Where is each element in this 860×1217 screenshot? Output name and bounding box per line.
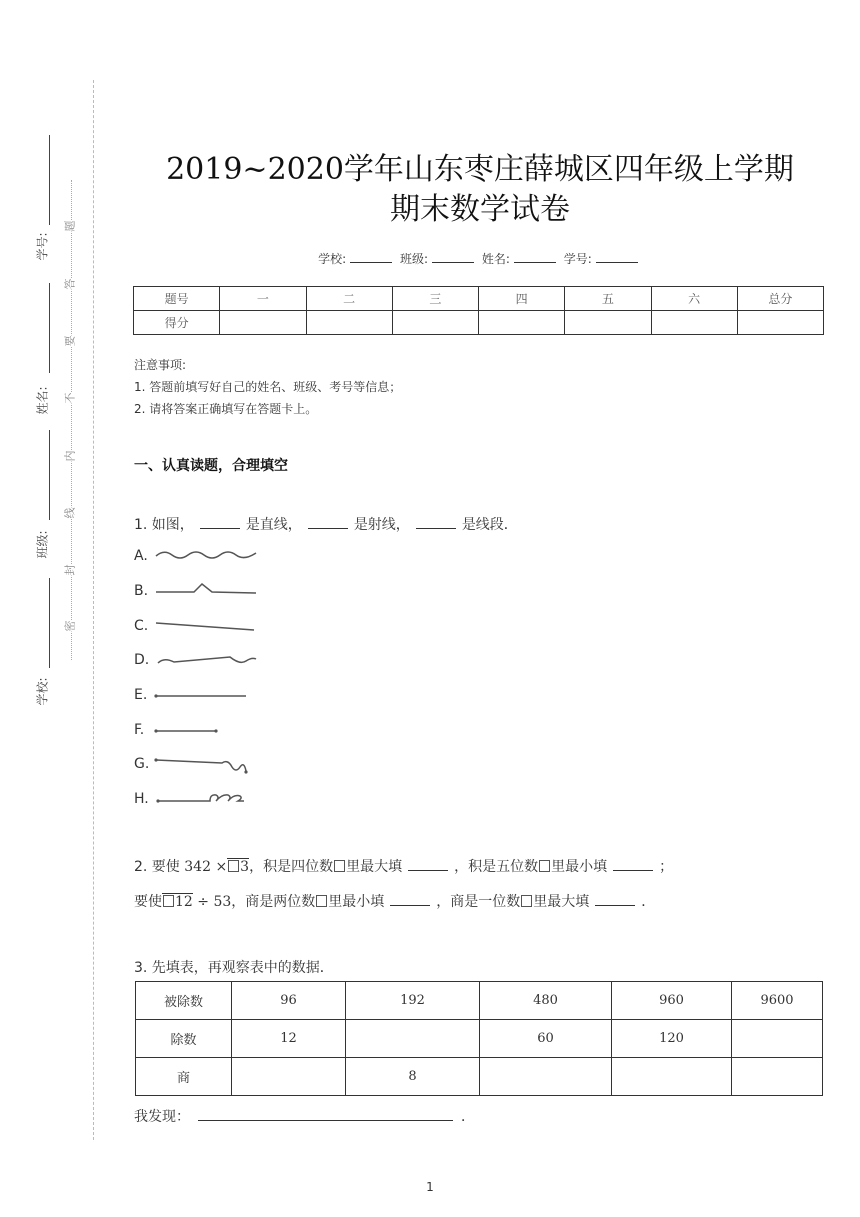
row-label: 除数 (136, 1020, 232, 1058)
q2-text: ，商是两位数 (231, 894, 316, 910)
score-header-cell: 五 (565, 287, 651, 311)
q2-text: ，积是四位数 (249, 859, 334, 875)
option-label: A. (134, 548, 148, 564)
answer-blank[interactable] (595, 893, 635, 906)
table-cell: 120 (612, 1020, 732, 1058)
finding-line (134, 1106, 475, 1126)
q2-expression-c: ÷ 53 (197, 894, 232, 910)
score-row-label: 得分 (134, 311, 220, 335)
figure-g-endpoint (244, 770, 247, 773)
notes-item: 1. 答题前填写好自己的姓名、班级、考号等信息； (134, 380, 402, 394)
seal-dotted-line (71, 180, 73, 660)
blank-box (521, 895, 532, 907)
table-cell-blank[interactable] (346, 1020, 480, 1058)
option-label: D. (134, 652, 150, 668)
q2-text: 里最大填 (533, 894, 590, 910)
figure-g-endpoint (154, 758, 157, 761)
table-cell-blank[interactable] (732, 1020, 823, 1058)
option-label: E. (134, 687, 148, 703)
q2-text: 里最小填 (328, 894, 385, 910)
score-header-row (134, 287, 824, 311)
info-class-label: 班级: (400, 252, 429, 266)
seal-char: 线 (63, 507, 77, 519)
seal-char: 答 (63, 278, 77, 290)
table-cell: 192 (346, 982, 480, 1020)
option-label: F. (134, 722, 145, 738)
q2-text: 里最大填 (346, 859, 403, 875)
notes-title: 注意事项: (134, 358, 187, 372)
school-label: 学校: (35, 677, 50, 706)
division-table (135, 981, 823, 1096)
option-label: G. (134, 756, 150, 772)
seal-char: 封 (63, 564, 77, 576)
info-student-no-label: 学号: (563, 252, 592, 266)
q2-digit: 3 (240, 859, 250, 875)
option-label: H. (134, 791, 149, 807)
finding-answer-blank[interactable] (198, 1108, 453, 1121)
table-cell-blank[interactable] (480, 1058, 612, 1096)
score-header-cell: 二 (306, 287, 392, 311)
row-label: 商 (136, 1058, 232, 1096)
seal-char: 不 (63, 392, 77, 404)
score-header-cell: 一 (220, 287, 306, 311)
question-1 (134, 514, 518, 534)
q2-overline-number (162, 893, 193, 910)
table-cell: 480 (480, 982, 612, 1020)
school-blank[interactable] (49, 578, 50, 668)
figure-d-mixed-line (158, 657, 256, 663)
table-cell: 8 (346, 1058, 480, 1096)
question-2-line2 (134, 891, 655, 911)
question-2-line1 (134, 856, 673, 876)
score-cell[interactable] (737, 311, 823, 335)
info-name-label: 姓名: (481, 252, 510, 266)
score-cell[interactable] (479, 311, 565, 335)
score-header-cell: 四 (479, 287, 565, 311)
table-cell: 96 (232, 982, 346, 1020)
score-header-cell: 六 (651, 287, 737, 311)
table-row (136, 1020, 823, 1058)
table-cell: 12 (232, 1020, 346, 1058)
table-cell-blank[interactable] (612, 1058, 732, 1096)
option-label: C. (134, 618, 149, 634)
answer-blank[interactable] (200, 516, 240, 529)
q2-text: ； (659, 859, 674, 875)
answer-blank[interactable] (390, 893, 430, 906)
q2-text: ． (641, 894, 656, 910)
blank-box (334, 860, 345, 872)
blank-box (539, 860, 550, 872)
class-label: 班级: (35, 530, 50, 559)
score-cell[interactable] (565, 311, 651, 335)
name-blank[interactable] (49, 283, 50, 373)
info-name-blank[interactable] (514, 252, 556, 263)
figure-f-endpoint (154, 729, 157, 732)
score-cell[interactable] (392, 311, 478, 335)
exam-title-line1: 2019~2020学年山东枣庄薛城区四年级上学期 (166, 152, 794, 187)
table-row (136, 1058, 823, 1096)
q1-part1: 是直线， (245, 517, 302, 533)
q2-text: ，商是一位数 (436, 894, 521, 910)
figure-h-endpoint (156, 799, 159, 802)
student-no-blank[interactable] (49, 135, 50, 225)
seal-char: 密 (63, 620, 77, 632)
answer-blank[interactable] (408, 858, 448, 871)
q2-overline-number (227, 858, 249, 875)
score-cell[interactable] (306, 311, 392, 335)
answer-blank[interactable] (613, 858, 653, 871)
figure-g-curl-line (156, 760, 246, 771)
q2-prefix: 要使 (134, 894, 162, 910)
q2-digit: 12 (175, 894, 193, 910)
blank-box (228, 860, 239, 872)
name-label: 姓名: (35, 386, 50, 415)
q2-expression-a: 342 × (184, 859, 228, 875)
line-figures (150, 545, 270, 810)
info-class-blank[interactable] (432, 252, 474, 263)
notes-item: 2. 请将答案正确填写在答题卡上。 (134, 402, 318, 416)
table-cell: 960 (612, 982, 732, 1020)
option-label: B. (134, 583, 149, 599)
finding-label: 我发现： (134, 1109, 190, 1125)
question-3: 3. 先填表，再观察表中的数据． (134, 960, 334, 976)
figure-f-endpoint (214, 729, 217, 732)
score-table (133, 286, 824, 335)
score-header-cell: 题号 (134, 287, 220, 311)
info-student-no-blank[interactable] (596, 252, 638, 263)
score-row (134, 311, 824, 335)
q2-text: ，积是五位数 (454, 859, 539, 875)
figure-e-endpoint (154, 694, 157, 697)
answer-blank[interactable] (308, 516, 348, 529)
table-row (136, 982, 823, 1020)
q1-prefix: 1. 如图， (134, 517, 194, 533)
finding-end: ． (461, 1109, 475, 1125)
score-header-cell: 总分 (737, 287, 823, 311)
figure-b-broken-line (156, 584, 256, 593)
seal-char: 内 (63, 450, 77, 462)
score-cell[interactable] (220, 311, 306, 335)
class-blank[interactable] (49, 430, 50, 520)
seal-char: 要 (63, 335, 77, 347)
table-cell-blank[interactable] (232, 1058, 346, 1096)
answer-blank[interactable] (416, 516, 456, 529)
figure-h-loop-line (158, 795, 244, 801)
row-label: 被除数 (136, 982, 232, 1020)
binding-dashed-line (93, 80, 94, 1140)
score-header-cell: 三 (392, 287, 478, 311)
q2-text: 里最小填 (551, 859, 608, 875)
info-school-blank[interactable] (350, 252, 392, 263)
table-cell-blank[interactable] (732, 1058, 823, 1096)
table-cell: 9600 (732, 982, 823, 1020)
student-info-line (130, 250, 830, 267)
q1-part3: 是线段． (461, 517, 518, 533)
score-cell[interactable] (651, 311, 737, 335)
blank-box (163, 895, 174, 907)
seal-char: 题 (63, 220, 77, 232)
page-number: 1 (426, 1180, 434, 1194)
blank-box (316, 895, 327, 907)
exam-title-line2: 期末数学试卷 (390, 192, 570, 227)
table-cell: 60 (480, 1020, 612, 1058)
student-no-label: 学号: (35, 232, 50, 261)
info-school-label: 学校: (318, 252, 347, 266)
q2-prefix: 2. 要使 (134, 859, 180, 875)
section-title: 一、认真读题，合理填空 (134, 458, 288, 474)
figure-a-curve (156, 552, 256, 558)
figure-c-straight-line (156, 623, 254, 630)
q1-part2: 是射线， (353, 517, 410, 533)
